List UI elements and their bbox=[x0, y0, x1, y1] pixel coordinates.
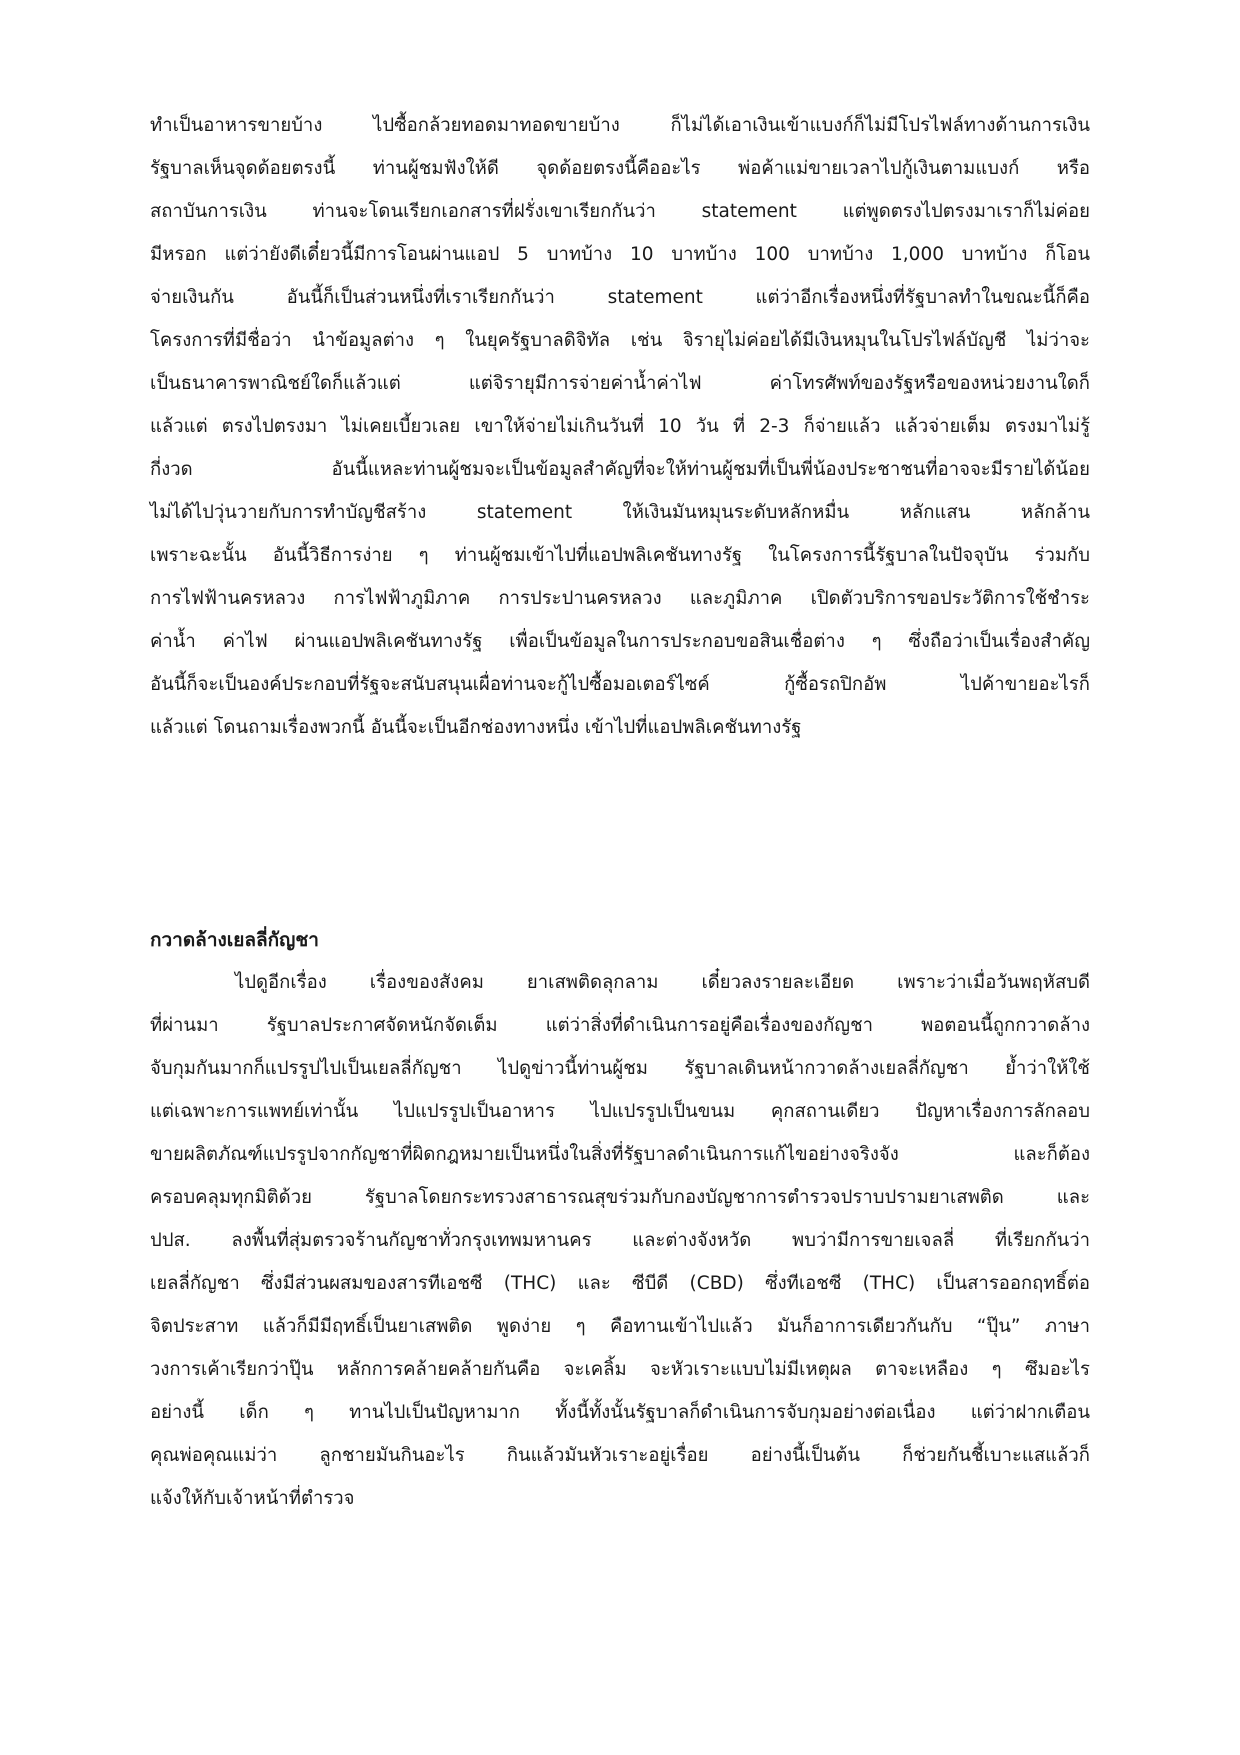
paragraph-line: เป็นธนาคารพาณิชย์ใดก็แล้วแต่ แต่จิรายุมีการจ่ายค่าน้ำค่าไฟ ค่าโทรศัพท์ของรัฐหรือของหน่วยงานใดก็ bbox=[150, 373, 1090, 394]
paragraph-line: คุณพ่อคุณแม่ว่า ลูกชายมันกินอะไร กินแล้วมันหัวเราะอยู่เรื่อย อย่างนี้เป็นต้น ก็ช่วยกันชี้เบาะแสแล้วก็ bbox=[150, 1445, 1090, 1466]
paragraph-line: ครอบคลุมทุกมิติด้วย รัฐบาลโดยกระทรวงสาธารณสุขร่วมกับกองบัญชาการตำรวจปราบปรามยาเสพติด และ bbox=[150, 1187, 1090, 1208]
section-heading: กวาดล้างเยลลี่กัญชา bbox=[150, 929, 319, 951]
paragraph-line: ค่าน้ำ ค่าไฟ ผ่านแอปพลิเคชันทางรัฐ เพื่อเป็นข้อมูลในการประกอบขอสินเชื่อต่าง ๆ ซึ่งถือว่าเป็นเรื่องสำคัญ bbox=[150, 631, 1090, 652]
paragraph-line: วงการเค้าเรียกว่าปุ๊น หลักการคล้ายคล้ายกันคือ จะเคลิ้ม จะหัวเราะแบบไม่มีเหตุผล ตาจะเหลือง ๆ ซึมอะไร bbox=[150, 1359, 1090, 1380]
paragraph-line: ไม่ได้ไปวุ่นวายกับการทำบัญชีสร้าง statement ให้เงินมันหมุนระดับหลักหมื่น หลักแสน หลักล้าน bbox=[150, 502, 1090, 523]
paragraph-line-last: แจ้งให้กับเจ้าหน้าที่ตำรวจ bbox=[150, 1488, 355, 1509]
paragraph-line: อย่างนี้ เด็ก ๆ ทานไปเป็นปัญหามาก ทั้งนี้ทั้งนั้นรัฐบาลก็ดำเนินการจับกุมอย่างต่อเนื่อง แต่ว่าฝากเตือน bbox=[150, 1402, 1090, 1423]
paragraph-line: สถาบันการเงิน ท่านจะโดนเรียกเอกสารที่ฝรั่งเขาเรียกกันว่า statement แต่พูดตรงไปตรงมาเราก็ไม่ค่อย bbox=[150, 201, 1090, 222]
paragraph-line: ปปส. ลงพื้นที่สุ่มตรวจร้านกัญชาทั่วกรุงเทพมหานคร และต่างจังหวัด พบว่ามีการขายเจลลี่ ที่เรียกกันว่า bbox=[150, 1230, 1090, 1251]
paragraph-line: ขายผลิตภัณฑ์แปรรูปจากกัญชาที่ผิดกฎหมายเป็นหนึ่งในสิ่งที่รัฐบาลดำเนินการแก้ไขอย่างจริงจัง และก็ต้อง bbox=[150, 1144, 1090, 1165]
paragraph-line: โครงการที่มีชื่อว่า นำข้อมูลต่าง ๆ ในยุครัฐบาลดิจิทัล เช่น จิรายุไม่ค่อยได้มีเงินหมุนในโปรไฟล์บัญชี ไม่ว่าจะ bbox=[150, 330, 1090, 351]
paragraph-line: อันนี้ก็จะเป็นองค์ประกอบที่รัฐจะสนับสนุนเผื่อท่านจะกู้ไปซื้อมอเตอร์ไซค์ กู้ซื้อรถปิกอัพ ไปค้าขายอะไรก็ bbox=[150, 674, 1090, 695]
paragraph-line: จ่ายเงินกัน อันนี้ก็เป็นส่วนหนึ่งที่เราเรียกกันว่า statement แต่ว่าอีกเรื่องหนึ่งที่รัฐบาลทำในขณะนี้ก็คือ bbox=[150, 287, 1090, 308]
paragraph-line: เพราะฉะนั้น อันนี้วิธีการง่าย ๆ ท่านผู้ชมเข้าไปที่แอปพลิเคชันทางรัฐ ในโครงการนี้รัฐบาลในปัจจุบัน ร่วมกับ bbox=[150, 545, 1090, 566]
paragraph-line: การไฟฟ้านครหลวง การไฟฟ้าภูมิภาค การประปานครหลวง และภูมิภาค เปิดตัวบริการขอประวัติการใช้ชำระ bbox=[150, 588, 1090, 609]
paragraph-line: กี่งวด อันนี้แหละท่านผู้ชมจะเป็นข้อมูลสำคัญที่จะให้ท่านผู้ชมที่เป็นพี่น้องประชาชนที่อาจจะมีรายได้น้อย bbox=[150, 459, 1090, 480]
paragraph-line: เยลลี่กัญชา ซึ่งมีส่วนผสมของสารทีเอชซี (THC) และ ซีบีดี (CBD) ซึ่งทีเอชซี (THC) เป็นสารออกฤทธิ์ต่อ bbox=[150, 1273, 1090, 1294]
paragraph-line-last: แล้วแต่ โดนถามเรื่องพวกนี้ อันนี้จะเป็นอีกช่องทางหนึ่ง เข้าไปที่แอปพลิเคชันทางรัฐ bbox=[150, 717, 802, 738]
paragraph-line-indented: ไปดูอีกเรื่อง เรื่องของสังคม ยาเสพติดลุกลาม เดี๋ยวลงรายละเอียด เพราะว่าเมื่อวันพฤหัสบดี bbox=[235, 972, 1090, 993]
paragraph-line: แล้วแต่ ตรงไปตรงมา ไม่เคยเบี้ยวเลย เขาให้จ่ายไม่เกินวันที่ 10 วัน ที่ 2-3 ก็จ่ายแล้ว แล้วจ่ายเต็ม ตรงมาไม่รู้ bbox=[150, 416, 1090, 437]
paragraph-line: ที่ผ่านมา รัฐบาลประกาศจัดหนักจัดเต็ม แต่ว่าสิ่งที่ดำเนินการอยู่คือเรื่องของกัญชา พอตอนนี้ถูกกวาดล้าง bbox=[150, 1015, 1090, 1036]
paragraph-line: มีหรอก แต่ว่ายังดีเดี๋ยวนี้มีการโอนผ่านแอป 5 บาทบ้าง 10 บาทบ้าง 100 บาทบ้าง 1,000 บาทบ้าง ก็โอน bbox=[150, 244, 1090, 265]
paragraph-line: รัฐบาลเห็นจุดด้อยตรงนี้ ท่านผู้ชมฟังให้ดี จุดด้อยตรงนี้คืออะไร พ่อค้าแม่ขายเวลาไปกู้เงินตามแบงก์ หรือ bbox=[150, 158, 1090, 179]
paragraph-line: จับกุมกันมากก็แปรรูปไปเป็นเยลลี่กัญชา ไปดูข่าวนี้ท่านผู้ชม รัฐบาลเดินหน้ากวาดล้างเยลลี่กัญชา ย้ำว่าให้ใช้ bbox=[150, 1058, 1090, 1079]
paragraph-line: ทำเป็นอาหารขายบ้าง ไปซื้อกล้วยทอดมาทอดขายบ้าง ก็ไม่ได้เอาเงินเข้าแบงก์ก็ไม่มีโปรไฟล์ทางด้านการเงิน bbox=[150, 115, 1090, 136]
paragraph-line: จิตประสาท แล้วก็มีมีฤทธิ์เป็นยาเสพติด พูดง่าย ๆ คือทานเข้าไปแล้ว มันก็อาการเดียวกันกับ “ปุ๊น” ภาษา bbox=[150, 1316, 1090, 1337]
paragraph-line: แต่เฉพาะการแพทย์เท่านั้น ไปแปรรูปเป็นอาหาร ไปแปรรูปเป็นขนม คุกสถานเดียว ปัญหาเรื่องการลักลอบ bbox=[150, 1101, 1090, 1122]
